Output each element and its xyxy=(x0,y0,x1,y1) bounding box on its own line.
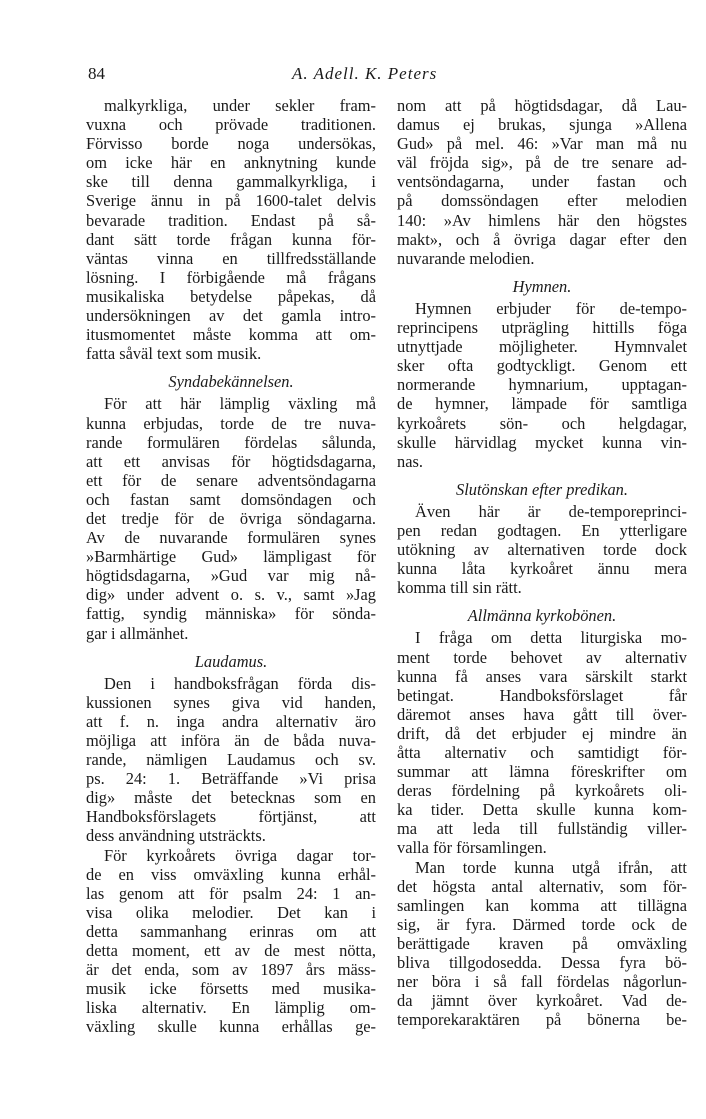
text-line: detta moment, ett av de mest nötta, xyxy=(86,941,376,961)
text-line: »Barmhärtige Gud» lämpligast för xyxy=(86,547,376,567)
text-line: dig» under advent o. s. v., samt »Jag xyxy=(86,585,376,605)
text-line: nuvarande melodien. xyxy=(397,248,535,268)
text-line: dess användning utsträckts. xyxy=(86,826,266,846)
text-line: om icke här en anknytning kunde xyxy=(86,153,376,173)
text-line: liska alternativ. En lämplig om- xyxy=(86,998,376,1018)
text-line: musikaliska betydelse påpekas, då xyxy=(86,286,376,306)
text-line: kyrkoårets sön- och helgdagar, xyxy=(397,413,687,433)
text-line: sker ofta godtyckligt. Genom ett xyxy=(397,356,687,376)
text-line: Sverige ännu in på 1600-talet delvis xyxy=(86,191,376,211)
text-line: reprincipens utprägling hittills föga xyxy=(397,318,687,338)
text-line: las genom att för psalm 24: 1 an- xyxy=(86,883,376,903)
text-line: Även här är de-temporeprinci- xyxy=(415,501,687,521)
section-heading-syndabekannelsen: Syndabekännelsen. xyxy=(168,372,294,392)
text-line: väntas vinna en tillfredsställande xyxy=(86,248,376,268)
text-line: de en viss omväxling kunna erhål- xyxy=(86,864,376,884)
paragraph xyxy=(397,96,687,268)
text-line: vuxna och prövade traditionen. xyxy=(86,115,376,135)
text-line: det högsta antal alternativ, som för- xyxy=(397,876,687,896)
text-line: Av de nuvarande formulären synes xyxy=(86,528,376,548)
running-title: A. Adell. K. Peters xyxy=(292,64,438,83)
section-heading-hymnen: Hymnen. xyxy=(512,276,572,296)
paragraph xyxy=(397,502,687,597)
text-line: valla för församlingen. xyxy=(397,838,547,858)
paragraph xyxy=(397,858,687,1030)
text-line: bevarade tradition. Endast på så- xyxy=(86,210,376,230)
page-header xyxy=(0,64,706,88)
text-line: Den i handboksfrågan förda dis- xyxy=(104,673,376,693)
text-line: skulle härvidlag mycket kunna vin- xyxy=(397,432,687,452)
left-column xyxy=(86,96,376,1037)
text-line: dant sätt torde frågan kunna för- xyxy=(86,229,376,249)
text-line: makt», och å övriga dagar efter den xyxy=(397,229,687,249)
text-line: summar att lämna föreskrifter om xyxy=(397,762,687,782)
text-line: För kyrkoårets övriga dagar tor- xyxy=(104,845,376,865)
text-line: undersökningen av det gamla intro- xyxy=(86,306,376,326)
text-line: ps. 24: 1. Beträffande »Vi prisa xyxy=(86,769,376,789)
text-line: bliva tillgodosedda. Dessa fyra bö- xyxy=(397,953,687,973)
text-line: 140: »Av himlens här den högstes xyxy=(397,210,687,230)
text-line: ner böra i så fall fördelas någorlun- xyxy=(397,972,687,992)
text-line: fatta såväl text som musik. xyxy=(86,344,262,364)
text-line: att f. n. inga andra alternativ äro xyxy=(86,711,376,731)
text-line: möjliga att införa än de båda nuva- xyxy=(86,731,376,750)
text-line: nas. xyxy=(397,451,423,471)
text-line: lösning. I förbigående må frågans xyxy=(86,267,376,287)
text-line: däremot anses hava gått till över- xyxy=(397,704,687,724)
text-line: itusmomentet måste komma att om- xyxy=(86,325,376,345)
text-line: sig, är fyra. Därmed torde ock de xyxy=(397,914,687,934)
text-line: växling skulle kunna erhållas ge- xyxy=(86,1017,376,1037)
text-line: rande formulären fördelas sålunda, xyxy=(86,432,376,452)
text-line: Handboksförslagets förtjänst, att xyxy=(86,807,376,827)
text-line: fattig, syndig människa» för sönda- xyxy=(86,604,376,624)
text-line: ka tider. Detta skulle kunna kom- xyxy=(397,800,687,820)
text-line: kunna erbjudas, torde de tre nuva- xyxy=(86,413,376,433)
text-line: ment torde behovet av alternativ xyxy=(397,647,687,667)
text-line: deras fördelning på kyrkoårets oli- xyxy=(397,781,687,801)
text-line: åtta alternativ och samtidigt för- xyxy=(397,743,687,762)
text-line: och fastan samt domsöndagen och xyxy=(86,489,376,509)
text-line: utnyttjade möjligheter. Hymnvalet xyxy=(397,337,687,357)
text-line: ske till denna gammalkyrkliga, i xyxy=(86,172,376,192)
page-number: 84 xyxy=(88,64,105,83)
text-line: är det enda, som av 1897 års mäss- xyxy=(86,960,376,980)
text-line: detta sammanhang erinras om att xyxy=(86,921,376,941)
paragraph xyxy=(86,674,376,846)
text-line: I fråga om detta liturgiska mo- xyxy=(415,628,687,648)
text-line: pen redan godtagen. En ytterligare xyxy=(397,520,687,540)
text-line: betingat. Handboksförslaget får xyxy=(397,685,687,705)
text-line: malkyrkliga, under sekler fram- xyxy=(104,96,376,115)
text-line: på domssöndagen efter melodien xyxy=(397,191,687,211)
paragraph xyxy=(86,96,376,363)
paragraph xyxy=(397,299,687,471)
paragraph xyxy=(397,628,687,857)
text-line: komma till sin rätt. xyxy=(397,578,522,598)
text-line: samlingen kan komma att tillägna xyxy=(397,895,687,915)
text-line: kunna få anses vara särskilt starkt xyxy=(397,666,687,686)
text-line: dig» måste det betecknas som en xyxy=(86,788,376,808)
text-line: de hymner, lämpade för samtliga xyxy=(397,394,687,414)
text-line: Gud» på mel. 46: »Var man må nu xyxy=(397,134,687,154)
text-line: gar i allmänhet. xyxy=(86,623,189,643)
paragraph xyxy=(86,846,376,1037)
text-line: Hymnen erbjuder för de-tempo- xyxy=(415,298,687,318)
paragraph xyxy=(86,394,376,642)
text-line: ventsöndagarna, under fastan och xyxy=(397,172,687,192)
text-line: För att här lämplig växling må xyxy=(104,394,376,414)
text-line: kussionen synes giva vid handen, xyxy=(86,692,376,712)
text-line: nom att på högtidsdagar, då Lau- xyxy=(397,96,687,115)
section-heading-allmanna-kyrkobonen: Allmänna kyrkobönen. xyxy=(467,606,617,626)
section-heading-slutonskan: Slutönskan efter predikan. xyxy=(456,479,628,499)
text-line: musik icke försetts med musika- xyxy=(86,979,376,999)
text-line: berättigade kraven på omväxling xyxy=(397,933,687,953)
text-line: att ett anvisas för högtidsdagarna, xyxy=(86,451,376,471)
text-line: normerande hymnarium, upptagan- xyxy=(397,375,687,395)
text-line: ett för de senare adventsöndagarna xyxy=(86,470,376,490)
text-line: utökning av alternativen torde dock xyxy=(397,540,687,560)
text-line: rande, nämligen Laudamus och sv. xyxy=(86,750,376,770)
text-line: da jämnt över kyrkoåret. Vad de- xyxy=(397,991,687,1011)
text-line: visa olika melodier. Det kan i xyxy=(86,902,376,922)
text-line: temporekaraktären på bönerna be- xyxy=(397,1010,687,1030)
text-line: högtidsdagarna, »Gud var mig nå- xyxy=(86,566,376,586)
text-line: det tredje för de övriga söndagarna. xyxy=(86,508,376,528)
text-line: kunna låta kyrkoåret ännu mera xyxy=(397,559,687,579)
text-line: ma att leda till fullständig viller- xyxy=(397,819,687,839)
text-line: Man torde kunna utgå ifrån, att xyxy=(415,857,687,877)
text-line: väl fröjda sig», på de tre senare ad- xyxy=(397,153,687,173)
text-line: drift, då det erbjuder ej mindre än xyxy=(397,723,687,743)
text-line: damus ej brukas, sjunga »Allena xyxy=(397,115,687,135)
text-line: Förvisso borde noga undersökas, xyxy=(86,134,376,154)
right-column xyxy=(397,96,687,1029)
section-heading-laudamus: Laudamus. xyxy=(194,651,268,671)
